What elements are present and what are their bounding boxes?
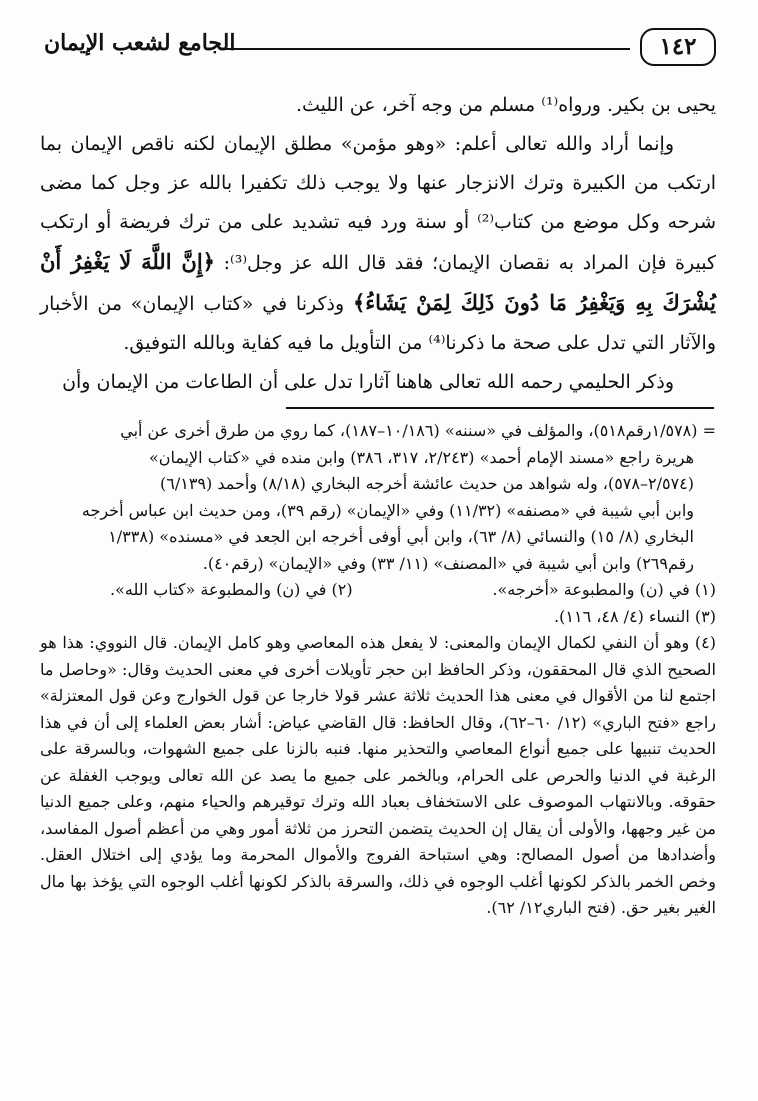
footnotes (40, 418, 716, 922)
footnote-4: (٤) وهو أن النفي لكمال الإيمان والمعنى: لا يفعل هذه المعاصي وهو كامل الإيمان. قال النووي: هذا هو الصحيح الذي قال المحققون، وذكر الحافظ ابن حجر تأويلات أخرى في معنى الحديث وقال: «وحاصل ما اجتمع لنا من الأقوال في معنى هذا الحديث ثلاثة عشر قولا خارجا عن قول الخوارج وعن قول المعتزلة» راجع «فتح الباري» (١٢/ ٦٠–٦٢)، وقال الحافظ: قال القاضي عياض: أشار بعض العلماء إلى أن في هذا الحديث تنبيها على جميع أنواع المعاصي والتحذير منها. فنبه بالزنا على جميع الشهوات، وبالسرقة على الرغبة في الدنيا والحرص على الحرام، وبالخمر على جميع ما يصد عن الله تعالى ويوجب الغفلة عن حقوقه. وبالانتهاب الموصوف على الاستخفاف بعباد الله وترك توقيرهم والحياء منهم، وعلى جميع الدنيا من غير وجهها، والأولى أن يقال إن الحديث يتضمن التحرز من ثلاثة أمور وهي من أعظم أصول المفاسد، وأضدادها من أصول المصالح: وهي استباحة الفروج والأموال المحرمة وما يؤدي إلى اختلال العقل. وخص الخمر بالذكر لكونها أغلب الوجوه في ذلك، والسرقة بالذكر لكونها أغلب الوجوه التي يؤخذ بها مال الغير بغير حق. (فتح الباري١٢/ ٦٢). (40, 633, 717, 917)
footnote-3: (٣) النساء (٤/ ٤٨، ١١٦). (554, 606, 716, 626)
footnote-separator (286, 407, 714, 409)
paragraph-2-text: وإنما أراد والله تعالى أعلم: «وهو مؤمن» مطلق الإيمان لكنه ناقص الإيمان بما ارتكب من الكبيرة وترك الانزجار عنها ولا يوجب ذلك تكفيرا بالله عز وجل كما مضى شرحه وكل موضع من كتاب⁽²⁾ أو سنة ورد فيه تشديد على من ترك فريضة أو ارتكب كبيرة فإن المراد به نقصان الإيمان؛ فقد قال الله عز وجل⁽³⁾: (40, 133, 716, 274)
footnote-continuation-line: هريرة راجع «مسند الإمام أحمد» (٢/٢٤٣، ٣١٧، ٣٨٦) وابن منده في «كتاب الإيمان» (148, 447, 694, 467)
quran-verse: ﴿إِنَّ اللَّهَ لَا يَغْفِرُ أَنْ يُشْرَكَ بِهِ وَيَغْفِرُ مَا دُونَ ذَلِكَ لِمَنْ يَشَاءُ﴾ (40, 249, 716, 315)
footnote-continuation-line: (٢/٥٧٤–٥٧٨)، وله شواهد من حديث عائشة أخرجه البخاري (٨/١٨) وأحمد (٦/١٣٩) (160, 474, 694, 493)
paragraph-1: يحيى بن بكير. ورواه⁽¹⁾ مسلم من وجه آخر، عن الليث. (295, 94, 716, 116)
page-header (44, 26, 716, 70)
footnote-1: (١) في (ن) والمطبوعة «أخرجه». (492, 580, 716, 599)
paragraph-2-ending: وذكرنا في «كتاب الإيمان» من الأخبار والآثار التي تدل على صحة ما ذكرنا⁽⁴⁾ من التأويل ما فيه كفاية وبالله التوفيق. (40, 293, 716, 354)
header-rule (222, 48, 630, 50)
footnote-continuation-line: البخاري (٨/ ١٥) والنسائي (٨/ ٦٣)، وابن أبي أوفى أخرجه ابن الجعد في «مسنده» (١/٣٣٨ (108, 527, 694, 546)
footnote-continuation-line: = (١/٥٧٨رقم٥١٨)، والمؤلف في «سننه» (١٠/١٨٦–١٨٧)، كما روي من طرق أخرى عن أبي (120, 421, 716, 440)
paragraph-3: وذكر الحليمي رحمه الله تعالى هاهنا آثارا تدل على أن الطاعات من الإيمان وأن (62, 371, 674, 393)
footnotes-1-2-row (40, 577, 716, 604)
book-title: الجامع لشعب الإيمان (44, 30, 236, 56)
page-number: ١٤٢ (640, 28, 716, 66)
footnote-continuation-line: وابن أبي شيبة في «مصنفه» (١١/٣٢) وفي «الإيمان» (رقم ٣٩)، ومن حديث ابن عباس أخرجه (81, 500, 694, 520)
main-text (40, 86, 716, 402)
footnote-continuation-line: رقم٢٦٩) وابن أبي شيبة في «المصنف» (١١/ ٣٣) وفي «الإيمان» (رقم٤٠). (202, 553, 694, 573)
footnote-2: (٢) في (ن) والمطبوعة «كتاب الله». (110, 580, 353, 599)
paragraph-2 (40, 125, 716, 363)
